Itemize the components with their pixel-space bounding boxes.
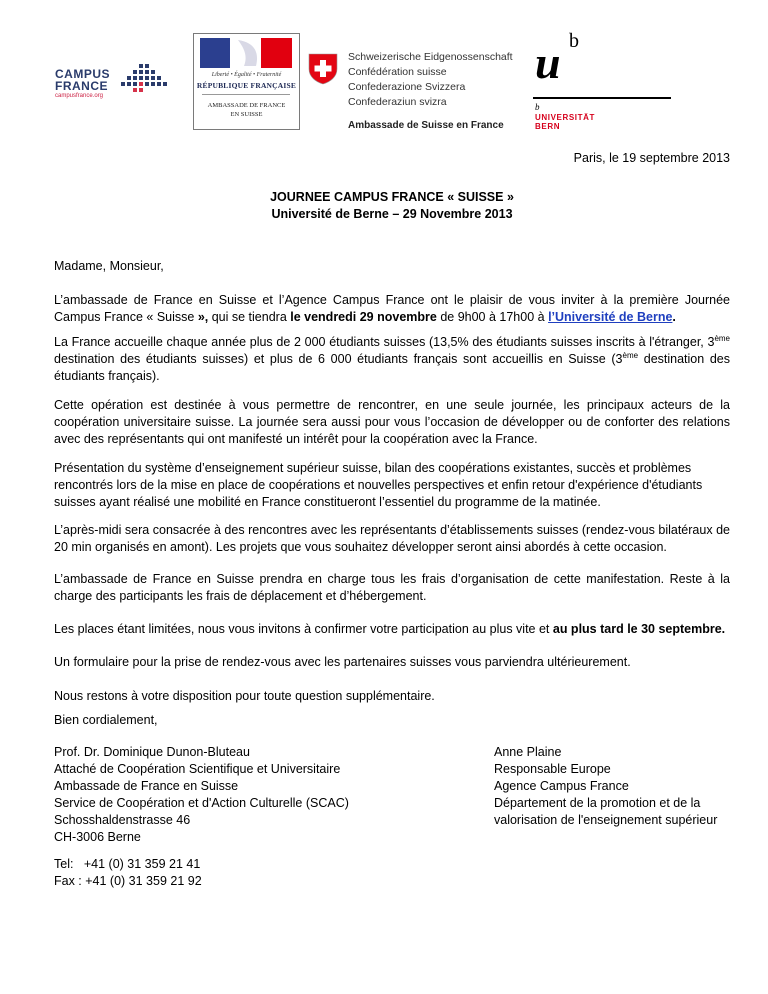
p2-text-a: La France accueille chaque année plus de 2 000 étudiants suisses (13,5% des étudiants suisses inscrits à l'étranger, 3 <box>54 335 715 349</box>
signatory-left-org: Ambassade de France en Suisse <box>54 779 239 793</box>
ub-superscript: b <box>569 30 579 52</box>
signatory-right-dept-line2: valorisation de l'enseignement supérieur <box>494 813 718 827</box>
campus-france-wordmark <box>55 68 110 92</box>
signatory-right-org: Agence Campus France <box>494 779 629 793</box>
swiss-embassy-label: Ambassade de Suisse en France <box>348 120 504 131</box>
swiss-name-de: Schweizerische Eidgenossenschaft <box>348 51 513 63</box>
p7-text: Les places étant limitées, nous vous invitons à confirmer votre participation au plus vite et <box>54 622 553 636</box>
p4-line3: suisses ayant réalisé une mobilité en France constitueront l’essentiel du programme de la matinée. <box>54 495 601 509</box>
signatory-left <box>54 744 434 846</box>
marianne-flag-icon <box>200 38 292 68</box>
swiss-name-rm: Confederaziun svizra <box>348 96 447 108</box>
paragraph-afternoon: L’après-midi sera consacrée à des rencontres avec les représentants d’établissements suisses (rendez-vous bilatéraux de 20 min organisés en amont). Les projets que vous souhaitez développer seront ainsi abordés à cette occasion. <box>54 523 730 554</box>
ub-name-line1: UNIVERSITÄT <box>535 113 595 122</box>
campus-logo-url: campusfrance.org <box>55 93 104 99</box>
paragraph-deadline <box>54 621 730 638</box>
paragraph-availability: Nous restons à votre disposition pour toute question supplémentaire. <box>54 689 435 703</box>
closing: Bien cordialement, <box>54 713 158 727</box>
ub-name-line2: BERN <box>535 122 561 131</box>
campus-logo-line1: CAMPUS <box>55 67 111 81</box>
rf-divider <box>202 94 290 95</box>
signatory-left-title: Attaché de Coopération Scientifique et Universitaire <box>54 762 341 776</box>
swiss-names <box>348 50 513 110</box>
signatory-right <box>494 744 754 829</box>
p1-text-c: qui se tiendra <box>211 310 291 324</box>
rf-embassy-line1: AMBASSADE DE FRANCE <box>207 102 286 109</box>
p2-text-b: destination des étudiants suisses) et plus de 6 000 étudiants français sont accueillis en Suisse (3 <box>54 352 623 366</box>
paragraph-objective: Cette opération est destinée à vous permettre de rencontrer, en une seule journée, les principaux acteurs de la coopération universitaire suisse. La journée sera aussi pour vous l’occasion de développer ou de conforter des relations avec des représentants qui ont manifesté un intérêt pour la coopération avec la France. <box>54 398 730 446</box>
rf-embassy-line2: EN SUISSE <box>230 111 263 118</box>
paragraph-invitation <box>54 292 730 326</box>
campus-france-logo <box>55 62 175 102</box>
paragraph-statistics <box>54 334 730 385</box>
signatory-left-name: Prof. Dr. Dominique Dunon-Bluteau <box>54 745 250 759</box>
phone-number: Tel: +41 (0) 31 359 21 41 <box>54 857 201 871</box>
signatory-right-dept-line1: Département de la promotion et de la <box>494 796 701 810</box>
signatory-left-city: CH-3006 Berne <box>54 830 141 844</box>
paragraph-costs: L’ambassade de France en Suisse prendra en charge tous les frais d’organisation de cette manifestation. Reste à la charge des participants les frais de déplacement et d’hébergement. <box>54 572 730 603</box>
letter-title-line1: JOURNEE CAMPUS FRANCE « SUISSE » <box>270 190 514 204</box>
universite-berne-link[interactable]: l’Université de Berne <box>548 310 673 324</box>
swiss-confederation-logo <box>308 42 528 137</box>
letter-title-line2: Université de Berne – 29 Novembre 2013 <box>271 207 513 221</box>
letter-date: Paris, le 19 septembre 2013 <box>573 151 730 165</box>
p1-text-a: L’ambassade de France en Suisse et l’Agence Campus France ont le plaisir de vous inviter à la première Journée Campus France « Suisse <box>54 293 730 324</box>
signatory-right-name: Anne Plaine <box>494 745 562 759</box>
p2-text-c: destination des étudiants français). <box>54 352 731 383</box>
signatory-left-street: Schosshaldenstrasse 46 <box>54 813 191 827</box>
signatory-left-service: Service de Coopération et d'Action Culturelle (SCAC) <box>54 796 349 810</box>
rf-republic-label: RÉPUBLIQUE FRANÇAISE <box>196 81 297 90</box>
republique-francaise-logo <box>193 33 300 130</box>
rf-motto: Liberté • Égalité • Fraternité <box>211 72 282 78</box>
p4-line2: rencontrés lors de la mise en place de coopérations et nouvelles perspectives et enfin retour d'expérience d'étudiants <box>54 478 703 492</box>
swiss-shield-icon <box>308 53 338 85</box>
paragraph-form: Un formulaire pour la prise de rendez-vous avec les partenaires suisses vous parviendra ultérieurement. <box>54 655 631 669</box>
contact-block <box>54 856 730 890</box>
campus-logo-line2: FRANCE <box>55 79 108 93</box>
salutation: Madame, Monsieur, <box>54 259 164 273</box>
p1-text-f: . <box>672 310 676 324</box>
rf-embassy-label <box>194 101 299 119</box>
p4-line1: Présentation du système d’enseignement supérieur suisse, bilan des coopérations existantes, succès et problèmes <box>54 461 692 475</box>
swiss-name-fr: Confédération suisse <box>348 66 447 78</box>
p1-text-e: de 9h00 à 17h00 à <box>436 310 549 324</box>
signatory-right-title: Responsable Europe <box>494 762 611 776</box>
deadline-bold: au plus tard le 30 septembre. <box>552 622 726 636</box>
ub-name <box>535 113 595 131</box>
p1-date-bold: le vendredi 29 novembre <box>290 310 437 324</box>
p2-sup2: ème <box>622 350 639 360</box>
campus-grid-icon <box>117 62 173 94</box>
p2-sup1: ème <box>714 333 730 343</box>
p1-text-b: », <box>197 310 212 324</box>
swiss-name-it: Confederazione Svizzera <box>348 81 466 93</box>
paragraph-morning-program <box>54 460 730 511</box>
universitat-bern-logo <box>533 30 673 140</box>
ub-rule <box>533 97 671 99</box>
fax-number: Fax : +41 (0) 31 359 21 92 <box>54 874 202 888</box>
ub-small-b: b <box>535 102 540 112</box>
ub-mark: u <box>535 37 561 88</box>
